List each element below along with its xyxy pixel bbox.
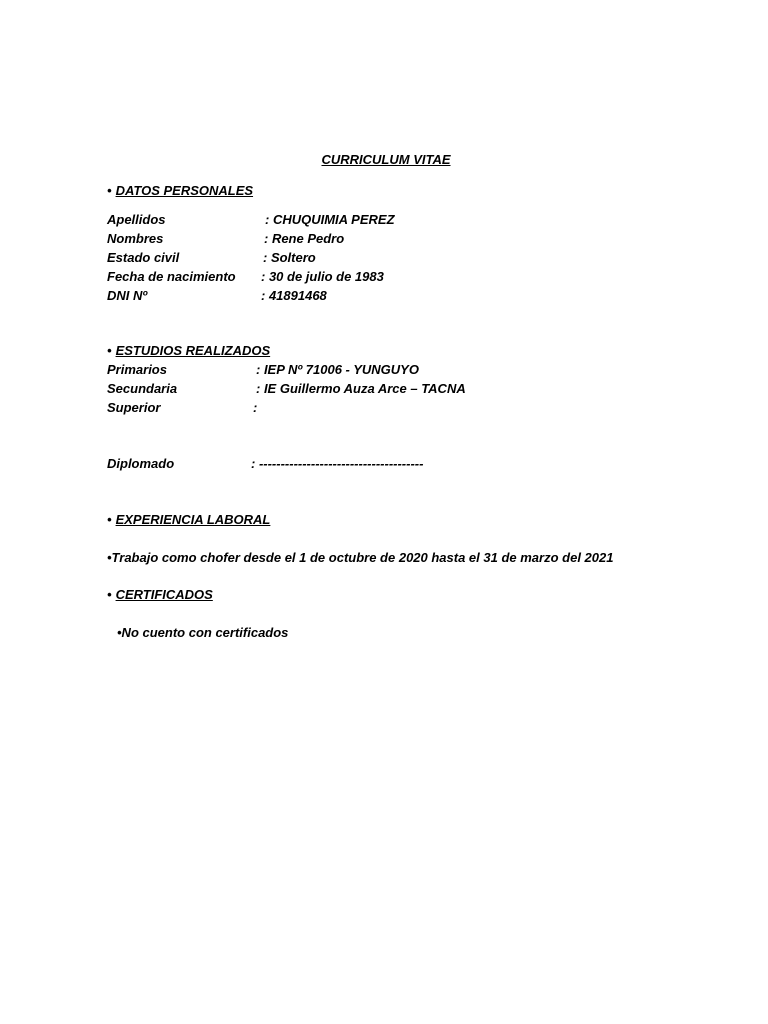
field-label-primarios: Primarios (107, 362, 167, 377)
section-heading-certificates (107, 587, 213, 603)
field-label-superior: Superior (107, 400, 161, 415)
field-label-diplomado: Diplomado (107, 456, 175, 471)
field-value-superior: : (253, 400, 258, 415)
section-heading-certificates-label: CERTIFICADOS (115, 587, 213, 602)
field-label-estado-civil: Estado civil (107, 250, 180, 265)
section-heading-personal-label: DATOS PERSONALES (115, 183, 254, 198)
field-value-apellidos: : CHUQUIMIA PEREZ (265, 212, 395, 227)
bullet: • (107, 587, 112, 602)
field-value-dni: : 41891468 (261, 288, 327, 303)
section-heading-personal (107, 183, 253, 199)
document-title: CURRICULUM VITAE (321, 152, 451, 167)
field-label-apellidos: Apellidos (107, 212, 166, 227)
certificates-item: •No cuento con certificados (117, 625, 289, 640)
section-heading-experience-label: EXPERIENCIA LABORAL (115, 512, 271, 527)
field-value-fecha-nacimiento: : 30 de julio de 1983 (261, 269, 384, 284)
field-label-nombres: Nombres (107, 231, 164, 246)
field-value-diplomado: : -------------------------------------- (251, 456, 424, 471)
field-value-secundaria: : IE Guillermo Auza Arce – TACNA (256, 381, 466, 396)
bullet: • (107, 512, 112, 527)
section-heading-experience (107, 512, 270, 528)
bullet: • (107, 183, 112, 198)
field-value-estado-civil: : Soltero (263, 250, 316, 265)
bullet: • (107, 343, 112, 358)
section-heading-studies-label: ESTUDIOS REALIZADOS (115, 343, 271, 358)
field-label-secundaria: Secundaria (107, 381, 178, 396)
section-heading-studies (107, 343, 270, 359)
field-value-nombres: : Rene Pedro (264, 231, 345, 246)
field-label-dni: DNI Nº (107, 288, 148, 303)
field-label-fecha-nacimiento: Fecha de nacimiento (107, 269, 236, 284)
field-value-primarios: : IEP Nº 71006 - YUNGUYO (256, 362, 419, 377)
experience-item: •Trabajo como chofer desde el 1 de octubre de 2020 hasta el 31 de marzo del 2021 (107, 550, 614, 565)
